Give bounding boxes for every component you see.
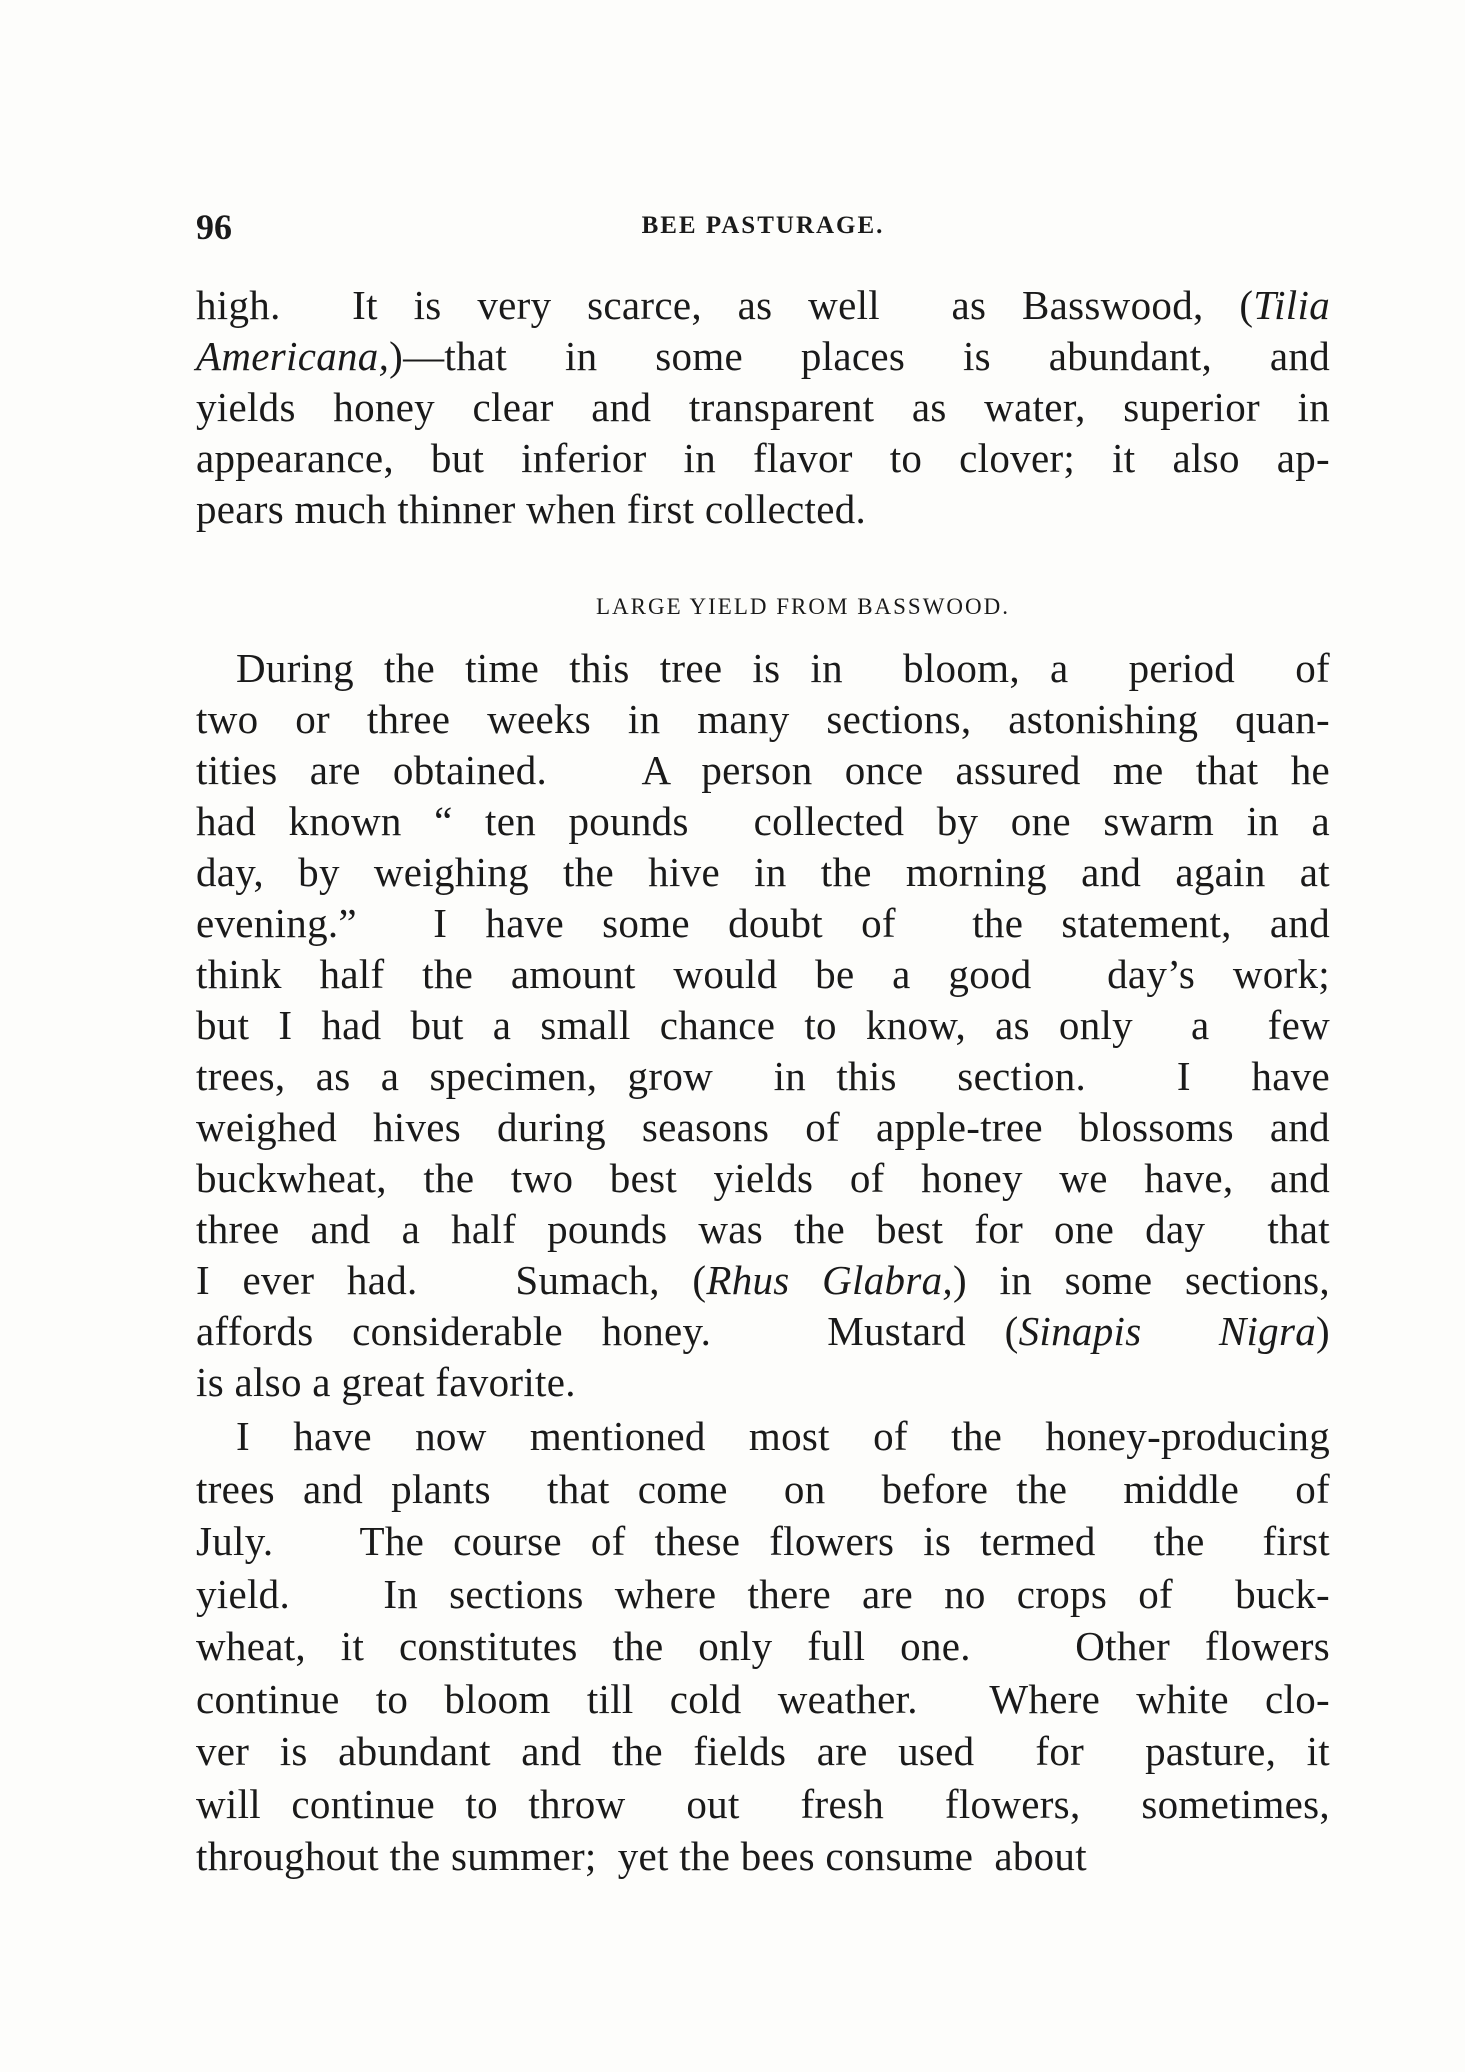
text-line	[196, 745, 1330, 796]
text-line	[196, 1051, 1330, 1102]
text-line	[196, 1410, 1330, 1463]
text-line	[196, 1306, 1330, 1357]
text-line	[196, 1357, 1330, 1408]
text-segment: will continue to throw out fresh flowers, sometimes,	[196, 1780, 1330, 1827]
text-segment: I ever had. Sumach, (	[196, 1257, 707, 1303]
running-title: BEE PASTURAGE.	[641, 212, 885, 239]
text-line	[196, 382, 1330, 433]
text-segment: ver is abundant and the fields are used for pasture, it	[196, 1728, 1330, 1774]
text-line	[196, 949, 1330, 1000]
text-segment: two or three weeks in many sections, astonishing quan-	[196, 696, 1330, 742]
text-segment: evening.” I have some doubt of the statement, and	[196, 900, 1330, 946]
text-segment: throughout the summer; yet the bees consume about	[196, 1833, 1087, 1879]
italic-text: Rhus Glabra,	[706, 1257, 953, 1303]
text-segment: trees, as a specimen, grow in this section. I have	[196, 1053, 1330, 1099]
text-segment: )—that in some places is abundant, and	[389, 333, 1330, 379]
italic-text: Tilia	[1253, 282, 1330, 328]
text-segment: trees and plants that come on before the middle of	[196, 1465, 1330, 1512]
text-segment: three and a half pounds was the best for one day that	[196, 1206, 1330, 1252]
text-segment: is also a great favorite.	[196, 1359, 576, 1405]
running-header	[196, 206, 1330, 246]
text-segment: continue to bloom till cold weather. Where white clo-	[196, 1675, 1330, 1722]
text-segment: high. It is very scarce, as well as Basswood, (	[196, 282, 1254, 328]
text-line	[196, 433, 1330, 484]
text-segment: pears much thinner when first collected.	[196, 486, 867, 532]
text-line	[196, 1153, 1330, 1204]
text-segment: yields honey clear and transparent as water, superior in	[196, 384, 1330, 430]
text-line	[196, 1102, 1330, 1153]
text-line	[196, 280, 1330, 331]
text-line	[196, 1255, 1330, 1306]
text-segment: affords considerable honey. Mustard (	[196, 1308, 1019, 1354]
text-segment: )	[1316, 1308, 1330, 1354]
text-line	[196, 1204, 1330, 1255]
text-line	[196, 796, 1330, 847]
section-subheading: LARGE YIELD FROM BASSWOOD.	[595, 594, 1011, 619]
text-segment: think half the amount would be a good day’s work;	[196, 951, 1330, 997]
text-line	[196, 694, 1330, 745]
text-segment: buckwheat, the two best yields of honey we have, and	[196, 1155, 1330, 1201]
text-segment: tities are obtained. A person once assured me that he	[196, 747, 1330, 793]
text-line	[196, 898, 1330, 949]
text-line	[196, 1620, 1330, 1673]
text-line	[196, 1830, 1330, 1883]
text-segment: appearance, but inferior in flavor to clover; it also ap-	[196, 435, 1330, 481]
page-number: 96	[196, 207, 232, 247]
text-segment: had known “ ten pounds collected by one swarm in a	[196, 798, 1330, 844]
text-line	[196, 1778, 1330, 1831]
text-segment: wheat, it constitutes the only full one. Other flowers	[196, 1623, 1330, 1669]
text-segment: ) in some sections,	[952, 1257, 1330, 1303]
italic-text: Americana,	[196, 333, 390, 379]
text-line	[196, 1000, 1330, 1051]
italic-text: Sinapis Nigra	[1018, 1308, 1317, 1354]
text-line	[196, 643, 1330, 694]
text-segment: I have now mentioned most of the honey-producing	[236, 1413, 1330, 1459]
paragraph-2	[196, 643, 1330, 1408]
text-segment: July. The course of these flowers is termed the first	[196, 1518, 1330, 1564]
paragraph-1	[196, 280, 1330, 535]
text-segment: During the time this tree is in bloom, a period of	[236, 645, 1330, 691]
text-line	[196, 1568, 1330, 1621]
text-line	[196, 1463, 1330, 1516]
text-line	[196, 484, 1330, 535]
text-segment: but I had but a small chance to know, as only a few	[196, 1002, 1330, 1048]
text-line	[196, 1673, 1330, 1726]
text-line	[196, 331, 1330, 382]
text-segment: day, by weighing the hive in the morning and again at	[196, 849, 1330, 895]
text-segment: weighed hives during seasons of apple-tree blossoms and	[196, 1104, 1330, 1150]
text-line	[196, 847, 1330, 898]
text-line	[196, 1515, 1330, 1568]
text-line	[196, 1725, 1330, 1778]
text-segment: yield. In sections where there are no crops of buck-	[196, 1570, 1330, 1617]
paragraph-3	[196, 1410, 1330, 1883]
